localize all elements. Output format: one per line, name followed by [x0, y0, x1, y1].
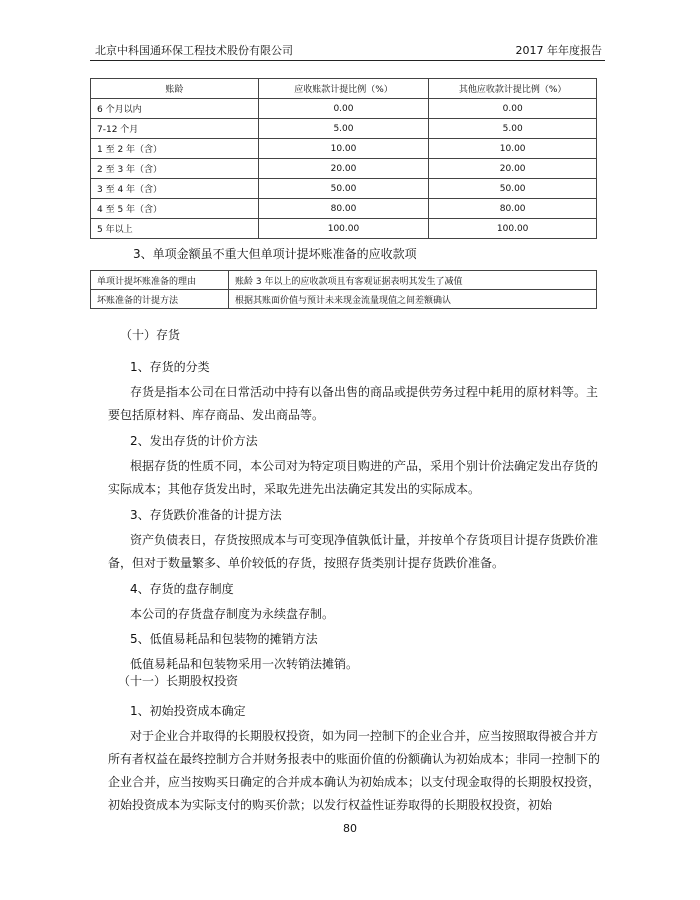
header-other-receivable-ratio: 其他应收款计提比例（%） [429, 79, 597, 99]
header-receivable-ratio: 应收账款计提比例（%） [258, 79, 429, 99]
inventory-s3-text: 资产负债表日，存货按照成本与可变现净值孰低计量，并按单个存货项目计提存货跌价准备，但对于数量繁多、单价较低的存货，按照存货类别计提存货跌价准备。 [108, 533, 599, 570]
other-ratio-cell: 5.00 [429, 119, 597, 139]
provision-key-cell: 单项计提坏账准备的理由 [91, 271, 229, 290]
inventory-heading: （十）存货 [120, 328, 181, 342]
provision-value-cell: 账龄 3 年以上的应收款项且有客观证据表明其发生了减值 [229, 271, 597, 290]
other-ratio-cell: 100.00 [429, 219, 597, 239]
aging-cell: 3 至 4 年（含） [91, 179, 259, 199]
aging-cell: 1 至 2 年（含） [91, 139, 259, 159]
receivable-ratio-cell: 20.00 [258, 159, 429, 179]
other-ratio-cell: 80.00 [429, 199, 597, 219]
inventory-s2-title: 2、发出存货的计价方法 [130, 434, 258, 448]
receivable-ratio-cell: 10.00 [258, 139, 429, 159]
table-row [91, 290, 597, 309]
receivable-ratio-cell: 5.00 [258, 119, 429, 139]
header-rule [90, 60, 605, 61]
aging-cell: 2 至 3 年（含） [91, 159, 259, 179]
inventory-s5-title: 5、低值易耗品和包装物的摊销方法 [130, 632, 318, 646]
inventory-s4-text: 本公司的存货盘存制度为永续盘存制。 [130, 607, 335, 621]
table-row [91, 119, 597, 139]
lti-heading: （十一）长期股权投资 [118, 674, 239, 688]
receivable-ratio-cell: 100.00 [258, 219, 429, 239]
section-3-title: 3、单项金额虽不重大但单项计提坏账准备的应收款项 [133, 247, 417, 261]
table-row [91, 271, 597, 290]
receivable-ratio-cell: 50.00 [258, 179, 429, 199]
aging-cell: 5 年以上 [91, 219, 259, 239]
page-header [95, 42, 602, 58]
inventory-s2-text: 根据存货的性质不同，本公司对为特定项目购进的产品，采用个别计价法确定发出存货的实际成本；其他存货发出时，采取先进先出法确定其发出的实际成本。 [108, 459, 599, 496]
aging-cell: 4 至 5 年（含） [91, 199, 259, 219]
table-row [91, 99, 597, 119]
other-ratio-cell: 50.00 [429, 179, 597, 199]
aging-cell: 7-12 个月 [91, 119, 259, 139]
table-row [91, 199, 597, 219]
inventory-s3-title: 3、存货跌价准备的计提方法 [130, 508, 282, 522]
other-ratio-cell: 20.00 [429, 159, 597, 179]
provision-value-cell: 根据其账面价值与预计未来现金流量现值之间差额确认 [229, 290, 597, 309]
header-aging: 账龄 [91, 79, 259, 99]
receivable-ratio-cell: 0.00 [258, 99, 429, 119]
company-name: 北京中科国通环保工程技术股份有限公司 [95, 44, 293, 57]
table-row [91, 179, 597, 199]
inventory-s5-text: 低值易耗品和包装物采用一次转销法摊销。 [130, 657, 359, 671]
page-number: 80 [343, 822, 357, 835]
lti-s1-text: 对于企业合并取得的长期股权投资，如为同一控制下的企业合并，应当按照取得被合并方所有者权益在最终控制方合并财务报表中的账面价值的份额确认为初始成本；非同一控制下的企业合并，应当按购买日确定的合并成本确认为初始成本；以支付现金取得的长期股权投资，初始投资成本为实际支付的购买价款；以发行权益性证券取得的长期股权投资，初始 [108, 729, 601, 812]
aging-cell: 6 个月以内 [91, 99, 259, 119]
receivable-ratio-cell: 80.00 [258, 199, 429, 219]
inventory-s1-text: 存货是指本公司在日常活动中持有以备出售的商品或提供劳务过程中耗用的原材料等。主要包括原材料、库存商品、发出商品等。 [108, 385, 599, 422]
provision-key-cell: 坏账准备的计提方法 [91, 290, 229, 309]
table-header-row [91, 79, 597, 99]
table-row [91, 219, 597, 239]
table-row [91, 159, 597, 179]
other-ratio-cell: 0.00 [429, 99, 597, 119]
lti-s1-title: 1、初始投资成本确定 [130, 704, 246, 718]
inventory-s1-title: 1、存货的分类 [130, 360, 210, 374]
report-title: 2017 年年度报告 [515, 44, 602, 57]
inventory-s4-title: 4、存货的盘存制度 [130, 582, 234, 596]
other-ratio-cell: 10.00 [429, 139, 597, 159]
aging-ratio-table [90, 78, 597, 239]
single-provision-table [90, 270, 597, 309]
table-row [91, 139, 597, 159]
